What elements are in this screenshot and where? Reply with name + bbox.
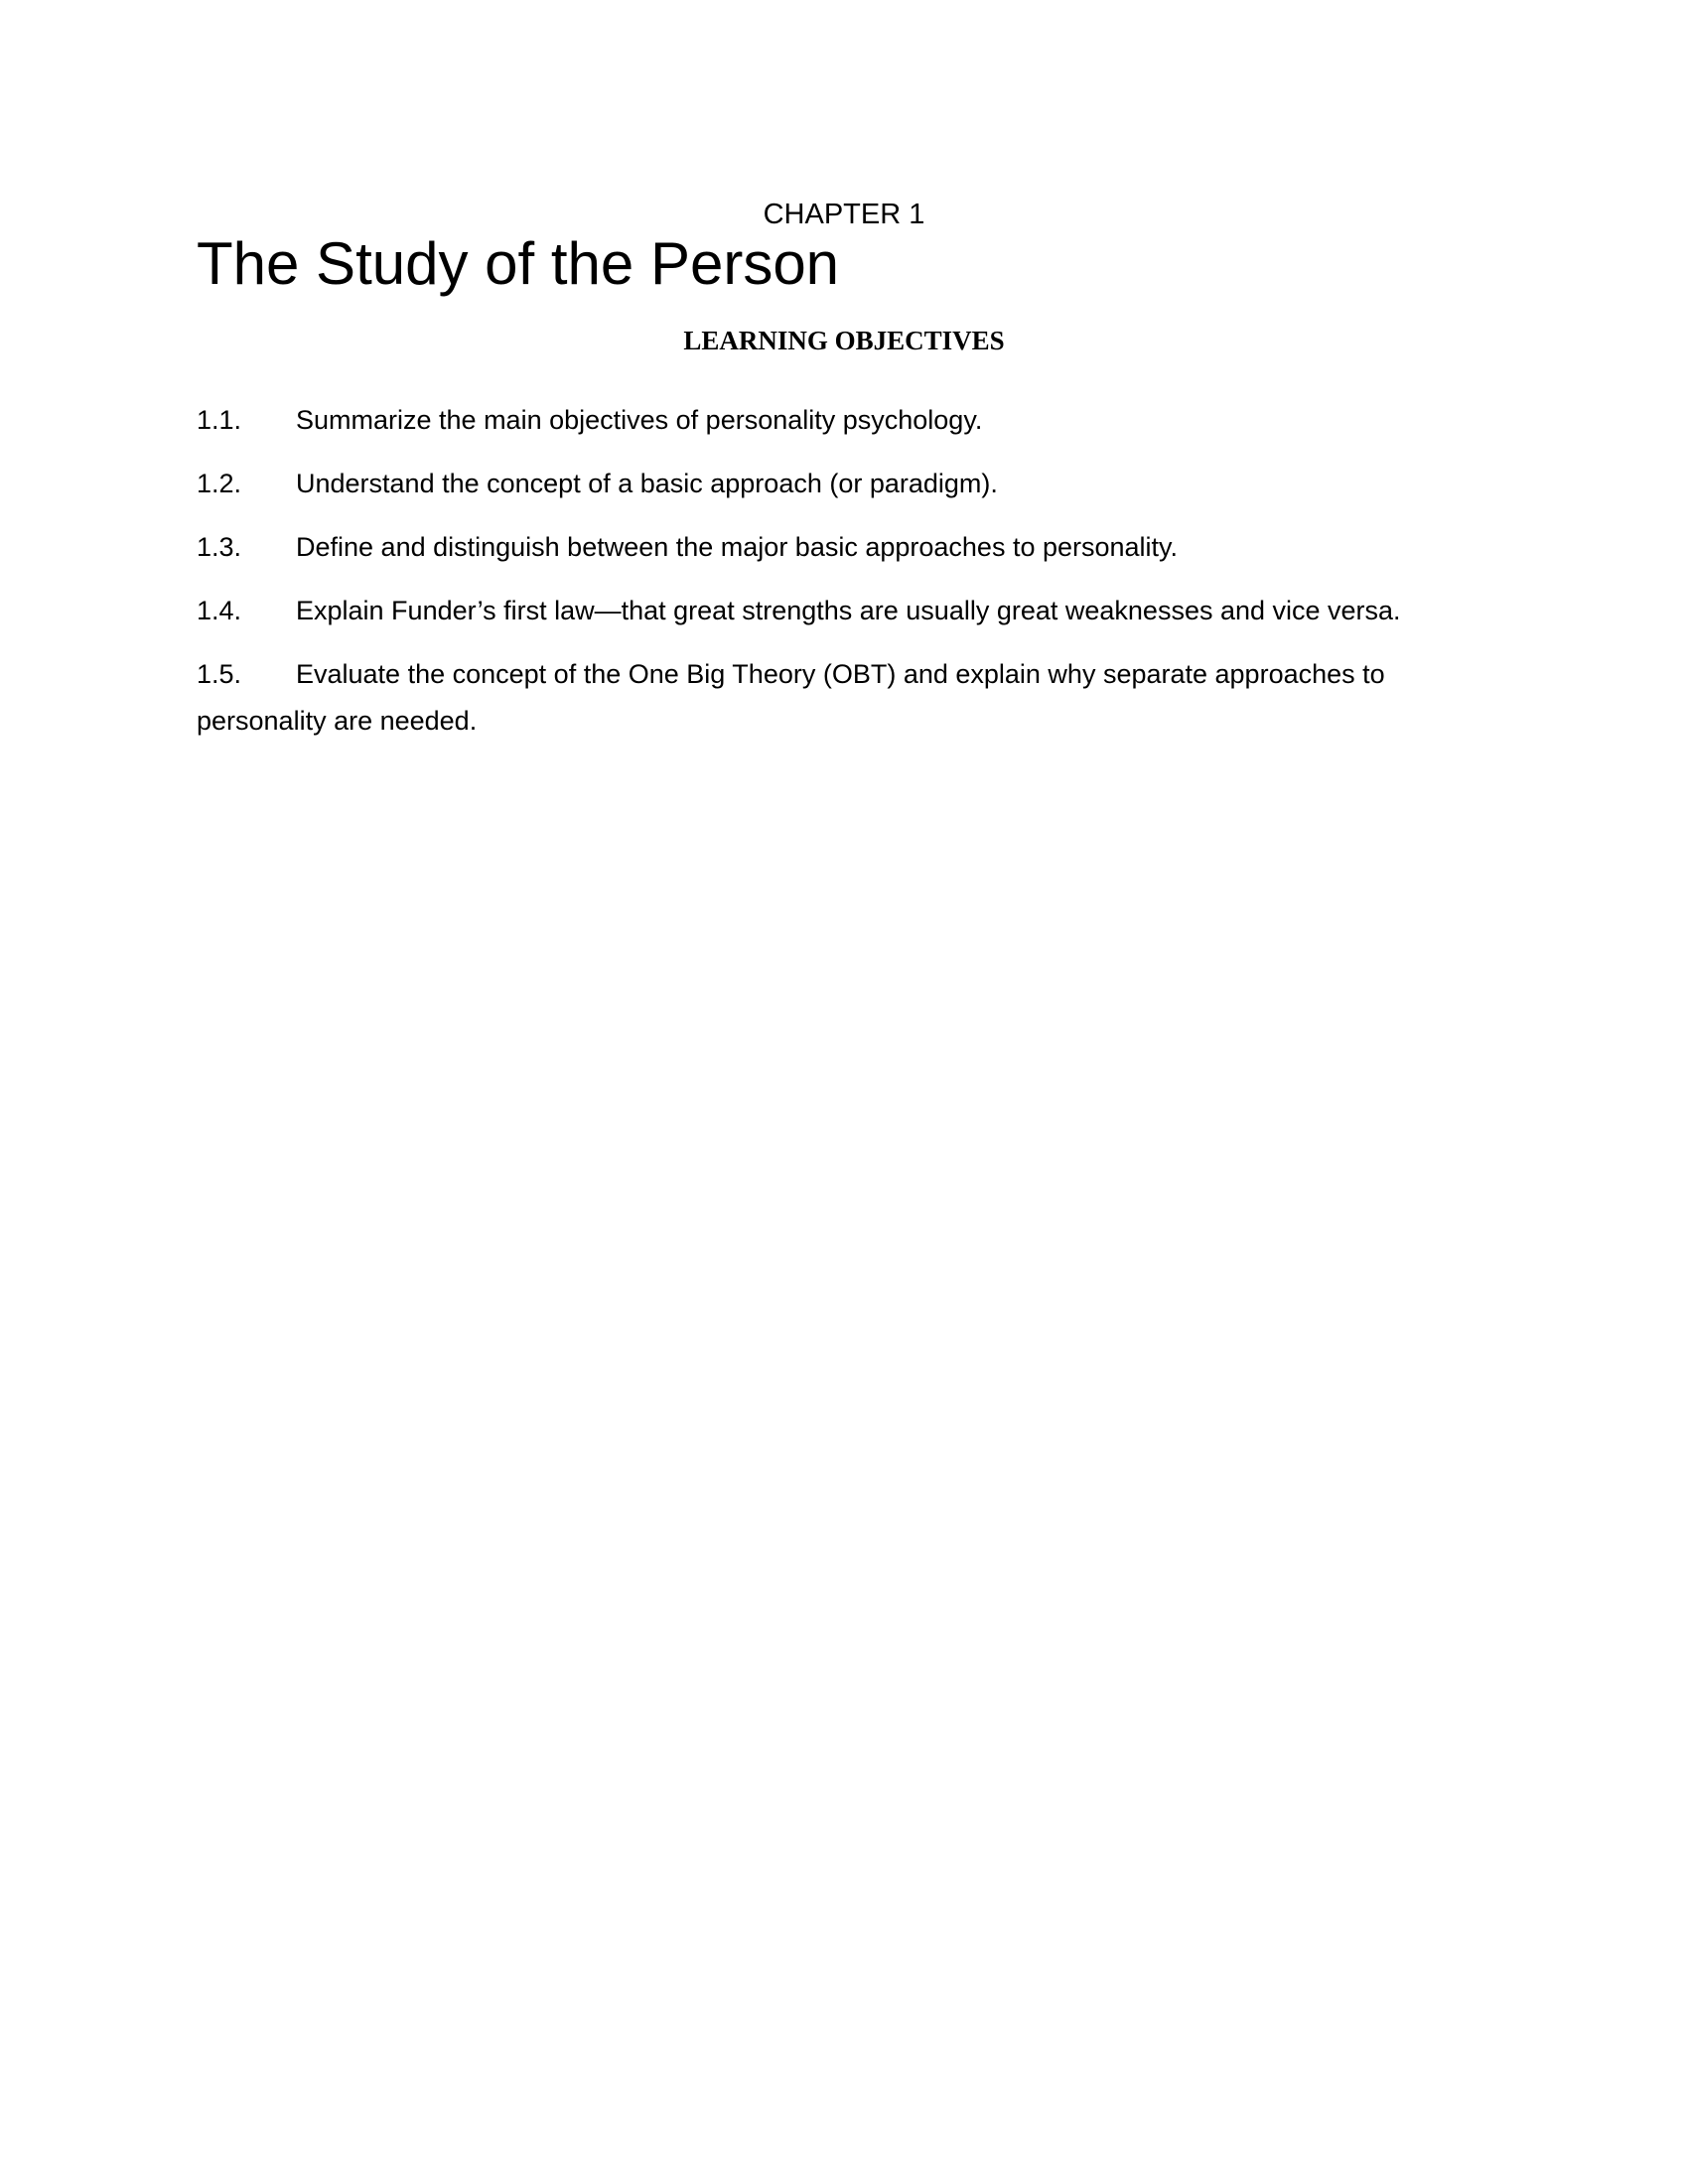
objective-text: Explain Funder’s first law—that great strengths are usually great weaknesses and vice versa. bbox=[296, 596, 1401, 625]
objective-number: 1.1. bbox=[197, 405, 242, 435]
objective-text: Evaluate the concept of the One Big Theory (OBT) and explain why separate approaches to personality are needed. bbox=[197, 659, 1385, 736]
objective-number: 1.4. bbox=[197, 596, 242, 625]
objective-item bbox=[197, 588, 1487, 634]
objective-item bbox=[197, 651, 1487, 745]
objective-item bbox=[197, 524, 1487, 571]
chapter-title: The Study of the Person bbox=[197, 230, 840, 297]
learning-objectives-heading: LEARNING OBJECTIVES bbox=[683, 326, 1005, 355]
objective-number: 1.2. bbox=[197, 469, 242, 498]
objective-item bbox=[197, 461, 1487, 507]
objective-text: Define and distinguish between the major basic approaches to personality. bbox=[296, 532, 1179, 562]
objective-text: Summarize the main objectives of personality psychology. bbox=[296, 405, 983, 435]
objective-text: Understand the concept of a basic approach (or paradigm). bbox=[296, 469, 998, 498]
objective-item bbox=[197, 397, 1487, 444]
chapter-label: CHAPTER 1 bbox=[763, 199, 925, 230]
objective-number: 1.5. bbox=[197, 659, 242, 689]
objective-number: 1.3. bbox=[197, 532, 242, 562]
learning-objectives-list bbox=[197, 397, 1487, 761]
